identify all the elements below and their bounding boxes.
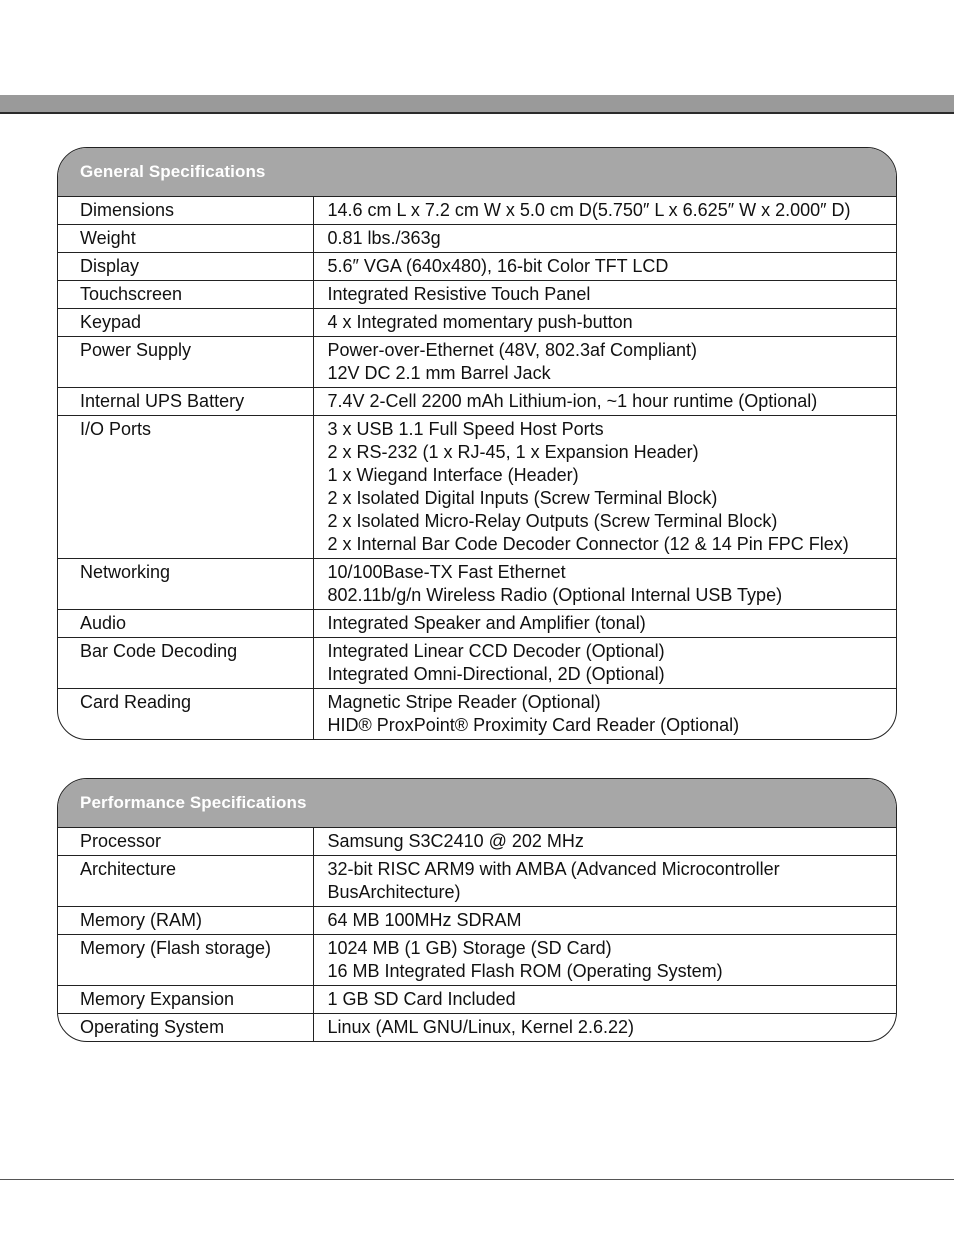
spec-label: Memory (RAM) — [58, 907, 313, 935]
performance-specifications-table — [57, 778, 897, 1042]
spec-label: I/O Ports — [58, 416, 313, 559]
spec-value: 1024 MB (1 GB) Storage (SD Card) 16 MB Integrated Flash ROM (Operating System) — [313, 935, 896, 986]
spec-value: Samsung S3C2410 @ 202 MHz — [313, 828, 896, 856]
spec-value: Magnetic Stripe Reader (Optional) HID® ProxPoint® Proximity Card Reader (Optional) — [313, 689, 896, 740]
table-row — [58, 907, 896, 935]
spec-value: 14.6 cm L x 7.2 cm W x 5.0 cm D(5.750″ L x 6.625″ W x 2.000″ D) — [313, 197, 896, 225]
spec-value: Integrated Resistive Touch Panel — [313, 281, 896, 309]
spec-value: 1 GB SD Card Included — [313, 986, 896, 1014]
spec-value: Integrated Linear CCD Decoder (Optional) Integrated Omni-Directional, 2D (Optional) — [313, 638, 896, 689]
spec-label: Networking — [58, 559, 313, 610]
spec-label: Power Supply — [58, 337, 313, 388]
spec-label: Internal UPS Battery — [58, 388, 313, 416]
spec-value: 0.81 lbs./363g — [313, 225, 896, 253]
table-row — [58, 416, 896, 559]
spec-label: Weight — [58, 225, 313, 253]
general-specifications-title: General Specifications — [80, 162, 266, 181]
table-row — [58, 197, 896, 225]
spec-value: 32-bit RISC ARM9 with AMBA (Advanced Microcontroller BusArchitecture) — [313, 856, 896, 907]
spec-value: 5.6″ VGA (640x480), 16-bit Color TFT LCD — [313, 253, 896, 281]
performance-spec-rows — [58, 828, 896, 1041]
spec-label: Touchscreen — [58, 281, 313, 309]
table-row — [58, 559, 896, 610]
spec-label: Audio — [58, 610, 313, 638]
table-row — [58, 1014, 896, 1042]
spec-value: 7.4V 2-Cell 2200 mAh Lithium-ion, ~1 hour runtime (Optional) — [313, 388, 896, 416]
spec-value: Power-over-Ethernet (48V, 802.3af Compliant) 12V DC 2.1 mm Barrel Jack — [313, 337, 896, 388]
performance-specifications-header — [58, 779, 896, 828]
spec-label: Bar Code Decoding — [58, 638, 313, 689]
spec-label: Architecture — [58, 856, 313, 907]
spec-value: 64 MB 100MHz SDRAM — [313, 907, 896, 935]
table-row — [58, 689, 896, 740]
spec-label: Keypad — [58, 309, 313, 337]
spec-value: 10/100Base-TX Fast Ethernet 802.11b/g/n Wireless Radio (Optional Internal USB Type) — [313, 559, 896, 610]
table-row — [58, 610, 896, 638]
spec-label: Memory (Flash storage) — [58, 935, 313, 986]
table-row — [58, 986, 896, 1014]
footer-rule — [0, 1179, 954, 1180]
spec-label: Dimensions — [80, 200, 175, 220]
table-row — [58, 388, 896, 416]
table-row — [58, 828, 896, 856]
table-row — [58, 281, 896, 309]
table-row — [58, 225, 896, 253]
table-row — [58, 638, 896, 689]
header-bar — [0, 95, 954, 114]
performance-specifications-title: Performance Specifications — [80, 793, 307, 812]
table-row — [58, 309, 896, 337]
table-row — [58, 337, 896, 388]
spec-label: Operating System — [58, 1014, 313, 1042]
spec-value: 4 x Integrated momentary push-button — [313, 309, 896, 337]
spec-label: Memory Expansion — [58, 986, 313, 1014]
spec-label: Card Reading — [58, 689, 313, 740]
general-specifications-header — [58, 148, 896, 197]
spec-value: Integrated Speaker and Amplifier (tonal) — [313, 610, 896, 638]
general-specifications-table — [57, 147, 897, 740]
table-row — [58, 935, 896, 986]
spec-label: Display — [58, 253, 313, 281]
general-spec-rows — [58, 197, 896, 739]
table-row — [58, 856, 896, 907]
spec-value: Linux (AML GNU/Linux, Kernel 2.6.22) — [313, 1014, 896, 1042]
spec-label: Processor — [80, 831, 162, 851]
table-row — [58, 253, 896, 281]
spec-value: 3 x USB 1.1 Full Speed Host Ports 2 x RS-232 (1 x RJ-45, 1 x Expansion Header) 1 x Wiegand Interface (Header) 2 x Isolated Digital Inputs (Screw Terminal Block) 2 x Isolated Micro-Relay Outputs (Screw Terminal Block) 2 x Internal Bar Code Decoder Connector (12 & 14 Pin FPC Flex) — [313, 416, 896, 559]
